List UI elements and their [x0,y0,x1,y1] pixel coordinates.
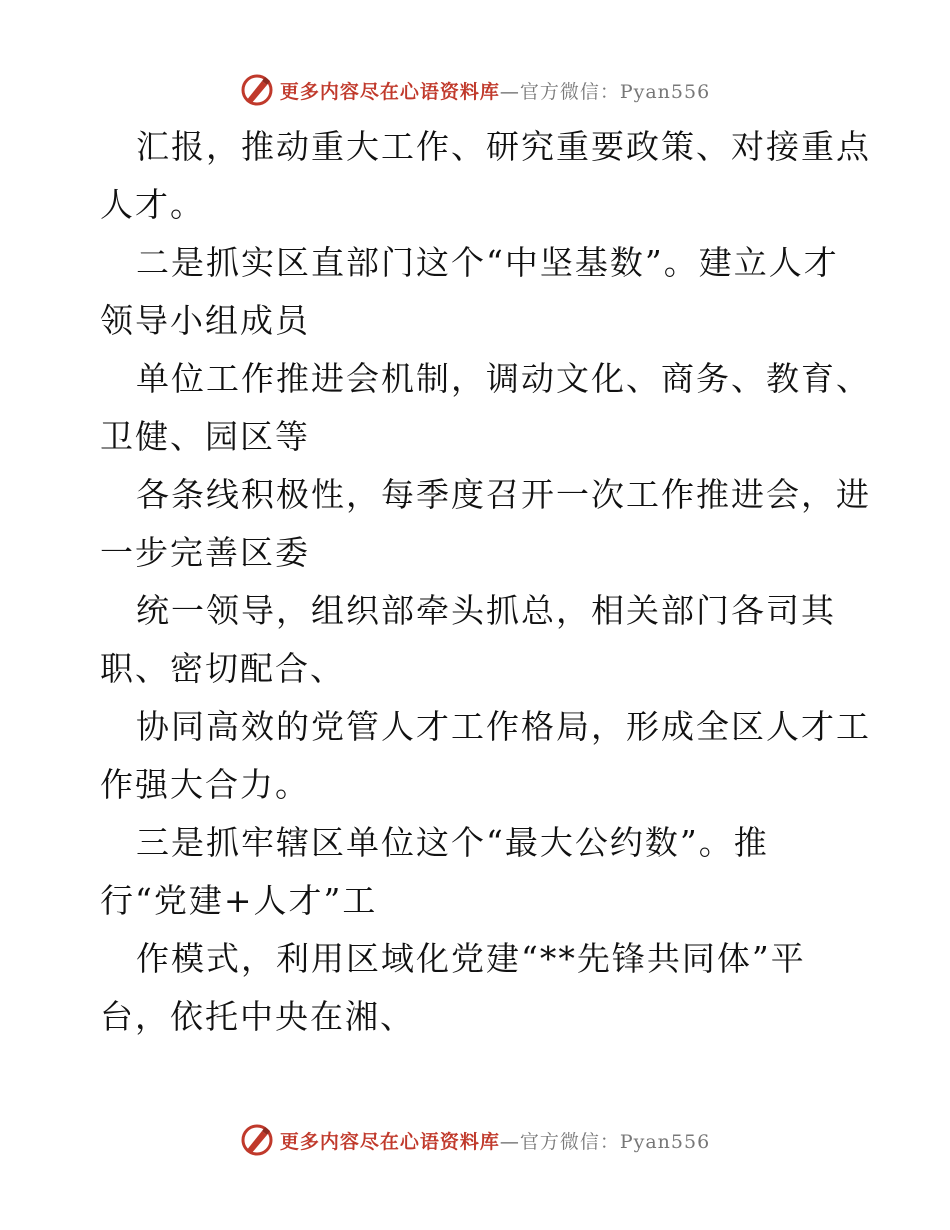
pen-logo-icon [240,1123,274,1157]
watermark-site: 更多内容尽在心语资料库 [279,1130,500,1153]
watermark-wechat: 官方微信：Pyan556 [519,80,711,103]
document-body [100,118,871,1046]
text-line: 一步完善区委 [100,533,310,572]
watermark-site: 更多内容尽在心语资料库 [279,80,500,103]
text-line: 领导小组成员 [100,301,310,340]
text-line: 作强大合力。 [100,765,310,804]
watermark-text [280,77,710,104]
text-line: 统一领导，组织部牵头抓总，相关部门各司其 [136,591,836,630]
text-line: 作模式，利用区域化党建“**先锋共同体”平 [136,939,806,978]
watermark-wechat: 官方微信：Pyan556 [519,1130,711,1153]
text-line: 人才。 [100,185,205,224]
text-line: 各条线积极性，每季度召开一次工作推进会，进 [136,475,871,514]
pen-logo-icon [240,73,274,107]
watermark-dash: — [499,80,520,103]
watermark-dash: — [499,1130,520,1153]
text-line: 单位工作推进会机制，调动文化、商务、教育、 [136,359,871,398]
text-line: 台，依托中央在湘、 [100,997,415,1036]
footer-watermark [0,1120,950,1160]
text-line: 汇报，推动重大工作、研究重要政策、对接重点 [136,127,871,166]
header-watermark [0,70,950,110]
text-line: 二是抓实区直部门这个“中坚基数”。建立人才 [136,243,839,282]
text-line: 三是抓牢辖区单位这个“最大公约数”。推 [136,823,769,862]
watermark-text [280,1127,710,1154]
text-line: 行“党建+人才”工 [100,881,378,920]
text-line: 卫健、园区等 [100,417,310,456]
text-line: 职、密切配合、 [100,649,345,688]
text-line: 协同高效的党管人才工作格局，形成全区人才工 [136,707,871,746]
